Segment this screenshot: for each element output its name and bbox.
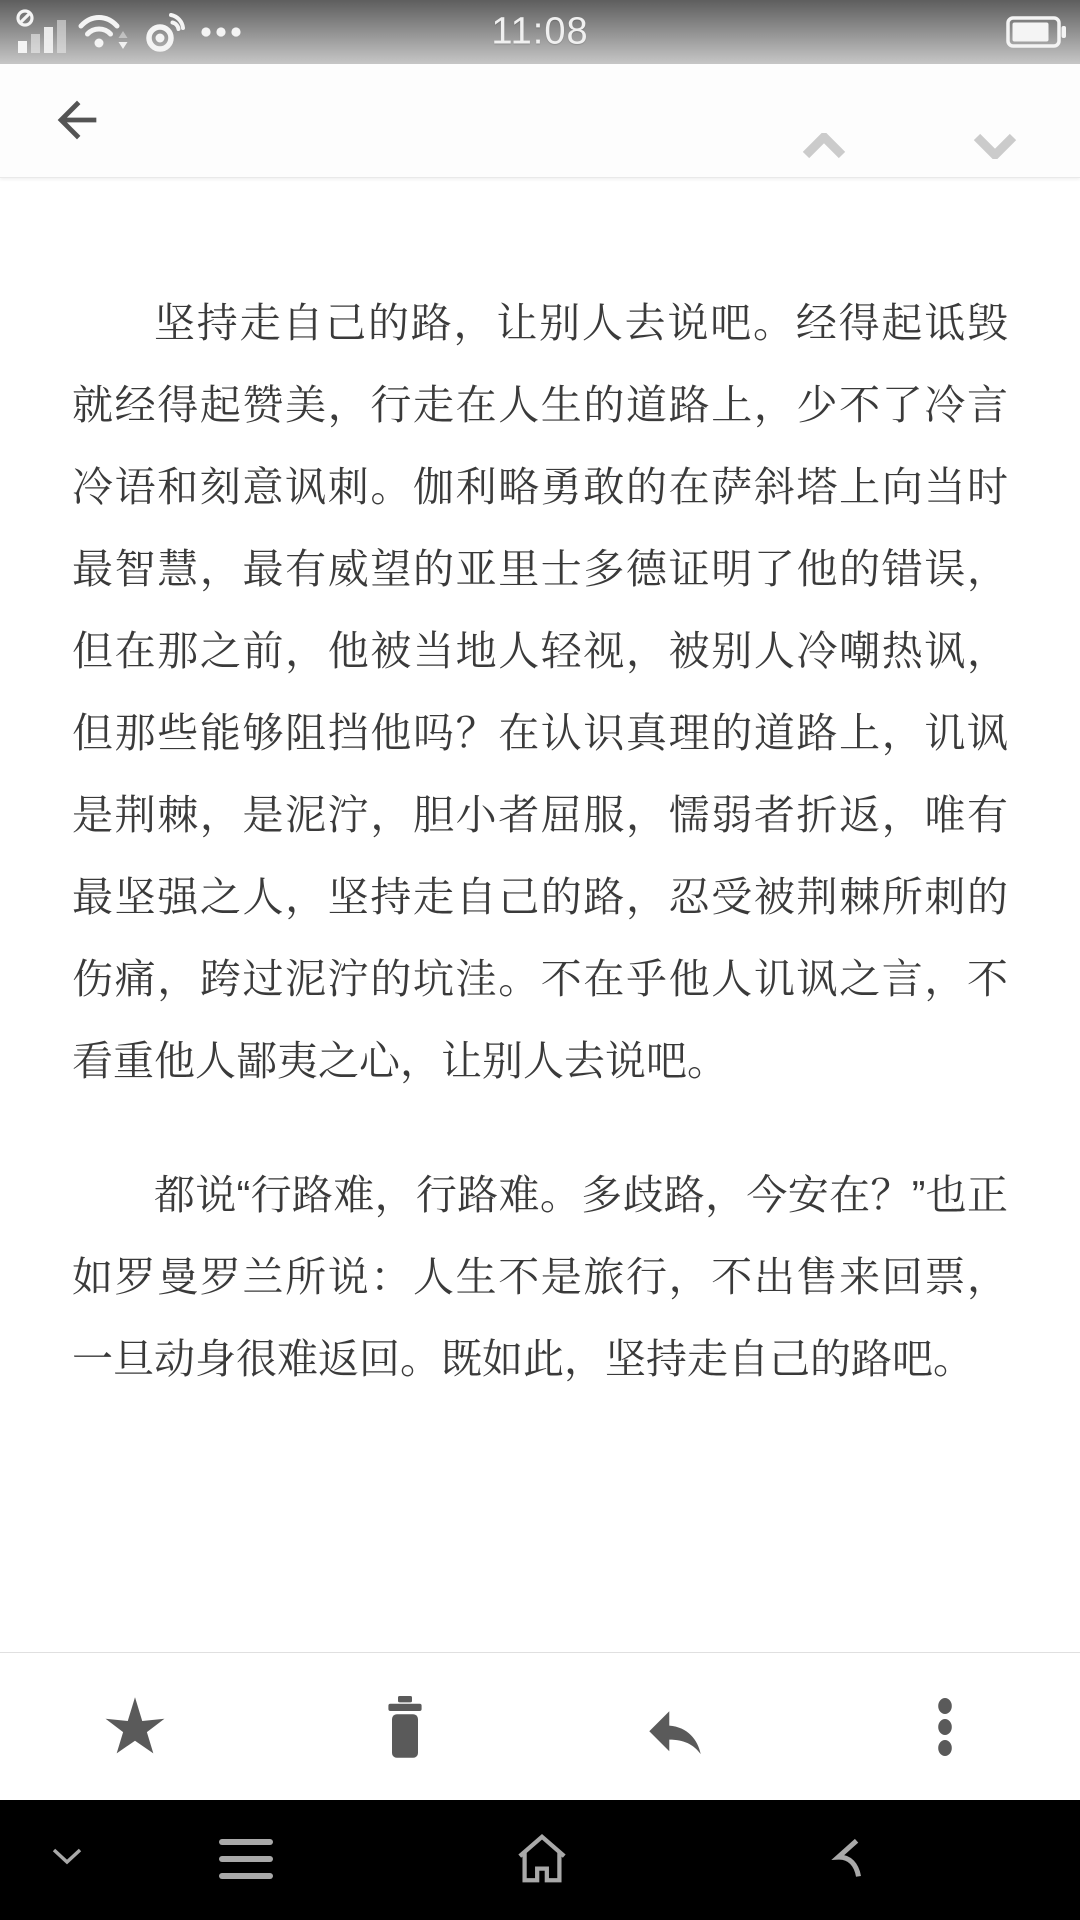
- more-options-button[interactable]: [810, 1653, 1080, 1800]
- star-icon: [104, 1697, 166, 1757]
- navigation-bar: [0, 1800, 1080, 1920]
- hide-navbar-chevron-icon[interactable]: [50, 1846, 84, 1866]
- chevron-down-icon[interactable]: [972, 133, 1018, 159]
- battery-icon: [1006, 16, 1066, 48]
- no-sim-icon: [18, 11, 32, 25]
- status-right-icons: [1006, 16, 1066, 48]
- reply-icon: [640, 1697, 710, 1757]
- menu-icon[interactable]: [219, 1837, 273, 1881]
- paragraph-1: 坚持走自己的路，让别人去说吧。经得起诋毁就经得起赞美，行走在人生的道路上，少不了冷言冷语和刻意讽刺。伽利略勇敢的在萨斜塔上向当时最智慧，最有威望的亚里士多德证明了他的错误，但在那之前，他被当地人轻视，被别人冷嘲热讽，但那些能够阻挡他吗？在认识真理的道路上，讥讽是荆棘，是泥泞，胆小者屈服，懦弱者折返，唯有最坚强之人，坚持走自己的路，忍受被荆棘所刺的伤痛，跨过泥泞的坑洼。不在乎他人讥讽之言，不看重他人鄙夷之心，让别人去说吧。: [72, 300, 1008, 1084]
- weibo-icon: [142, 11, 188, 53]
- trash-icon: [382, 1695, 428, 1759]
- data-transfer-arrows-icon: [119, 31, 128, 49]
- message-body: [0, 178, 1080, 1652]
- chevron-up-icon[interactable]: [801, 133, 847, 159]
- nav-back-icon[interactable]: [818, 1833, 872, 1887]
- status-left-icons: [14, 0, 242, 64]
- star-button[interactable]: [0, 1653, 270, 1800]
- signal-bars-icon: [14, 9, 66, 55]
- home-icon[interactable]: [511, 1830, 573, 1888]
- paragraph-2: 都说“行路难，行路难。多歧路，今安在？”也正如罗曼罗兰所说：人生不是旅行，不出售来回票，一旦动身很难返回。既如此，坚持走自己的路吧。: [72, 1172, 1008, 1382]
- reply-button[interactable]: [540, 1653, 810, 1800]
- ellipsis-icon: [200, 26, 242, 38]
- back-arrow-icon[interactable]: [48, 91, 106, 149]
- more-vert-icon: [937, 1698, 953, 1756]
- action-bar: [0, 1652, 1080, 1800]
- status-bar: [0, 0, 1080, 64]
- status-time: 11:08: [491, 10, 589, 53]
- delete-button[interactable]: [270, 1653, 540, 1800]
- app-toolbar: [0, 64, 1080, 178]
- wifi-icon: [78, 11, 130, 53]
